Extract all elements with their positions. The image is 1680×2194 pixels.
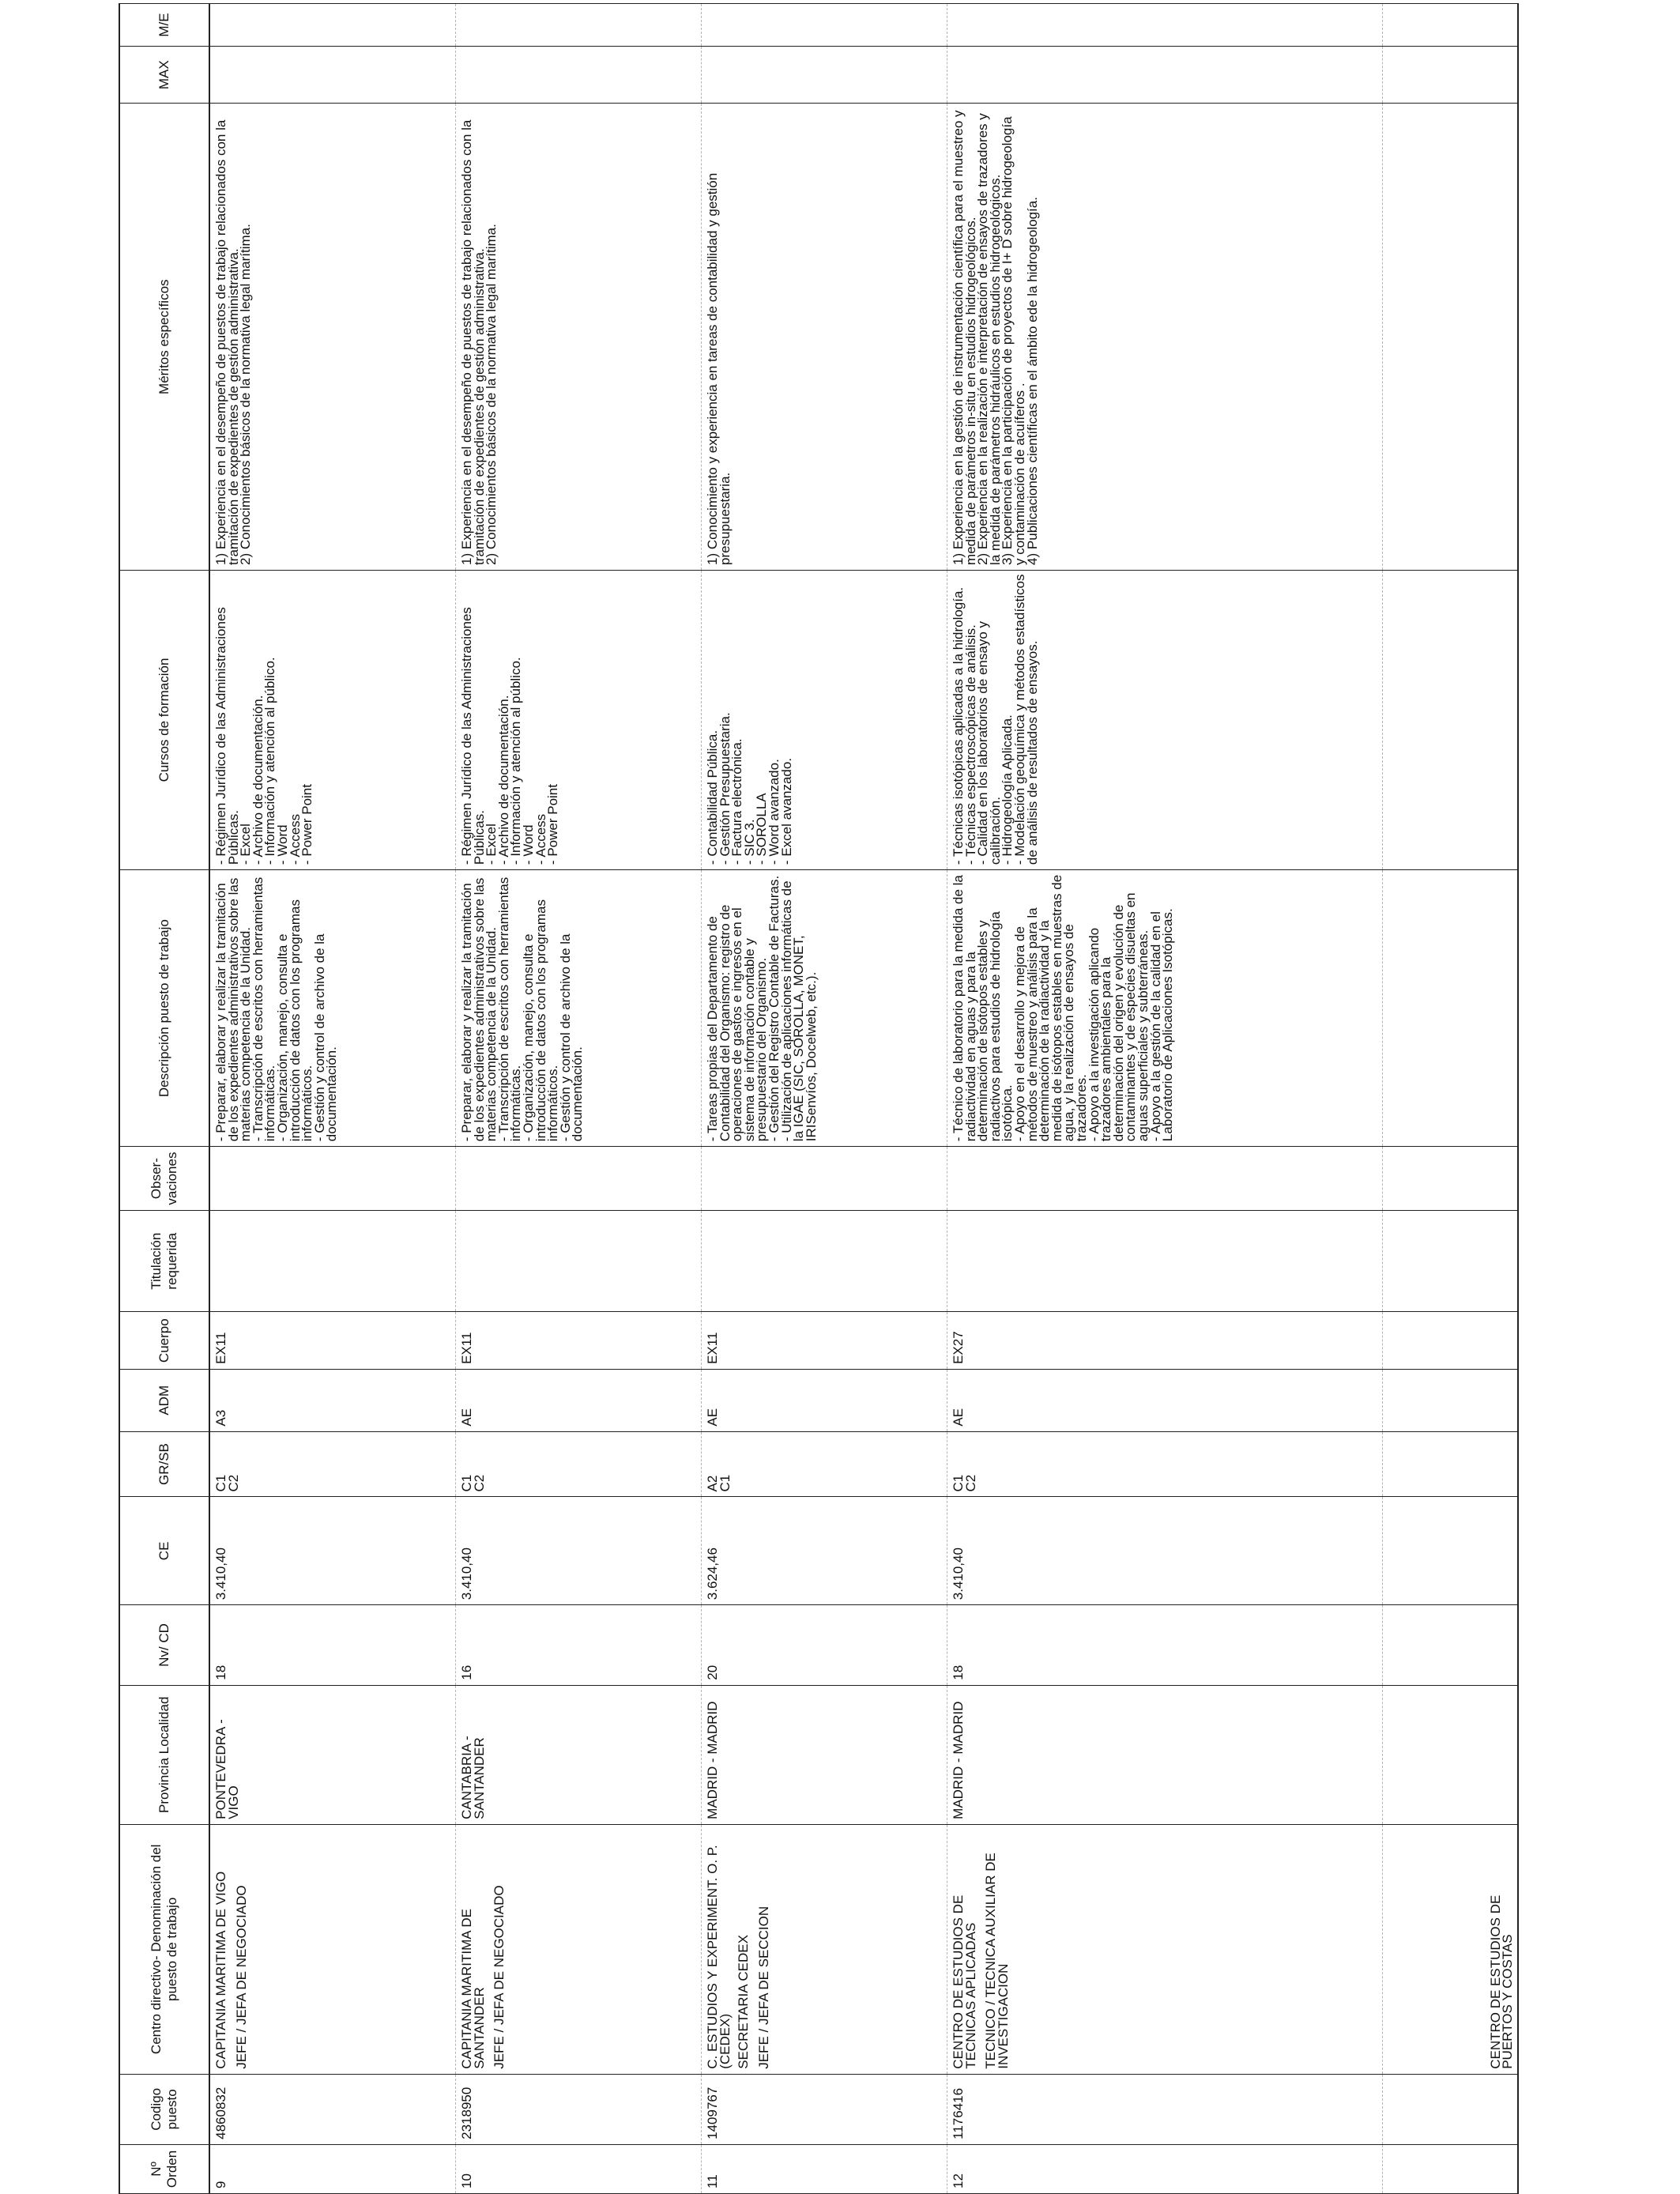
cell-me xyxy=(209,4,456,47)
header-nv: Nv/ CD xyxy=(119,1605,209,1686)
cell-grsb: C1 C2 xyxy=(209,1431,456,1497)
header-observaciones: Obser- vaciones xyxy=(119,1147,209,1211)
cell-nv: 16 xyxy=(456,1605,702,1686)
header-titulacion: Titulación requerida xyxy=(119,1210,209,1311)
table-row xyxy=(947,4,1383,2194)
footer-cell-descripcion xyxy=(1383,870,1519,1147)
cell-codigo: 1176416 xyxy=(947,2074,1383,2144)
cell-adm: AE xyxy=(947,1369,1383,1431)
cell-codigo: 2318950 xyxy=(456,2074,702,2144)
denominacion-puesto: JEFE / JEFA DE SECCION xyxy=(755,1906,771,2069)
cell-cuerpo: EX27 xyxy=(947,1312,1383,1370)
cell-cuerpo: EX11 xyxy=(209,1312,456,1370)
denominacion-puesto: TECNICO / TECNICA AUXILIAR DE INVESTIGACION xyxy=(983,1853,1011,2069)
cell-meritos: 1) Experiencia en el desempeño de puestos de trabajo relacionados con la tramitación de expedientes de gestión administrativa. 2) Conocimientos básicos de la normativa legal marítima. xyxy=(209,104,456,570)
footer-cell-centro: CENTRO DE ESTUDIOS DE PUERTOS Y COSTAS xyxy=(1383,1824,1519,2074)
cell-ce: 3.410,40 xyxy=(947,1497,1383,1605)
cell-adm: A3 xyxy=(209,1369,456,1431)
denominacion-puesto: JEFE / JEFA DE NEGOCIADO xyxy=(233,1885,249,2069)
footer-cell-codigo xyxy=(1383,2074,1519,2144)
cell-provincia: CANTABRIA - SANTANDER xyxy=(456,1685,702,1824)
header-me: M/E xyxy=(119,4,209,47)
cell-meritos: 1) Conocimiento y experiencia en tareas de contabilidad y gestión presupuestaria. xyxy=(702,104,947,570)
cell-meritos: 1) Experiencia en la gestión de instrumentación científica para el muestreo y medida de parámetros in-situ en estudios hidrogeológicos. 2) Experiencia en la realización e interpretación de ensayos de trazadores y la medida de parámetros hidráulicos en estudios hidrogeológicos. 3) Experiencia en la participación de proyectos de I+ D sobre hidrogeología y contaminación de acuíferos . 4) Publicaciones científicas en el ámbito ede la hidrogeología. xyxy=(947,104,1383,570)
cell-me xyxy=(702,4,947,47)
header-row xyxy=(119,4,209,2194)
cell-centro xyxy=(209,1824,456,2074)
footer-cell-adm xyxy=(1383,1369,1519,1431)
header-meritos: Méritos específicos xyxy=(119,104,209,570)
cell-observaciones xyxy=(702,1147,947,1211)
table-row xyxy=(456,4,702,2194)
table-row xyxy=(702,4,947,2194)
footer-cell-cuerpo xyxy=(1383,1312,1519,1370)
cell-titulacion xyxy=(456,1210,702,1311)
cell-adm: AE xyxy=(456,1369,702,1431)
cell-orden: 9 xyxy=(209,2144,456,2193)
cell-meritos: 1) Experiencia en el desempeño de puestos de trabajo relacionados con la tramitación de expedientes de gestión administrativa. 2) Conocimientos básicos de la normativa legal marítima. xyxy=(456,104,702,570)
header-adm: ADM xyxy=(119,1369,209,1431)
cell-ce: 3.624,46 xyxy=(702,1497,947,1605)
footer-cell-nv xyxy=(1383,1605,1519,1686)
cell-cuerpo: EX11 xyxy=(702,1312,947,1370)
cell-nv: 18 xyxy=(947,1605,1383,1686)
centro-unidad: SECRETARIA CEDEX xyxy=(736,1935,751,2069)
cell-observaciones xyxy=(456,1147,702,1211)
header-provincia: Provincia Localidad xyxy=(119,1685,209,1824)
header-codigo: Codigo puesto xyxy=(119,2074,209,2144)
footer-cell-max xyxy=(1383,46,1519,104)
footer-cell-observaciones xyxy=(1383,1147,1519,1211)
cell-cursos: - Régimen Jurídico de las Administraciones Públicas. - Excel - Archivo de documentación. - Información y atención al público. - Word - Access - Power Point xyxy=(209,570,456,869)
cell-observaciones xyxy=(947,1147,1383,1211)
cell-descripcion: - Preparar, elaborar y realizar la tramitación de los expedientes administrativos sobre las materias competencia de la Unidad. - Transcripción de escritos con herramientas informáticas. - Organización, manejo, consulta e introducción de datos con los programas informáticos. - Gestión y control de archivo de la documentación. xyxy=(209,870,456,1147)
header-descripcion: Descripción puesto de trabajo xyxy=(119,870,209,1147)
cell-orden: 12 xyxy=(947,2144,1383,2193)
table-row xyxy=(209,4,456,2194)
cell-ce: 3.410,40 xyxy=(456,1497,702,1605)
cell-provincia: PONTEVEDRA - VIGO xyxy=(209,1685,456,1824)
cell-grsb: C1 C2 xyxy=(947,1431,1383,1497)
cell-orden: 11 xyxy=(702,2144,947,2193)
rotated-table-sheet xyxy=(119,3,1604,2194)
cell-cursos: - Régimen Jurídico de las Administraciones Públicas. - Excel - Archivo de documentación. - Información y atención al público. - Word - Access - Power Point xyxy=(456,570,702,869)
denominacion-puesto: JEFE / JEFA DE NEGOCIADO xyxy=(492,1885,507,2069)
cell-provincia: MADRID - MADRID xyxy=(947,1685,1383,1824)
centro-unidad: CAPITANIA MARITIMA DE SANTANDER xyxy=(459,1909,487,2069)
header-grsb: GR/SB xyxy=(119,1431,209,1497)
centro-directivo: C. ESTUDIOS Y EXPERIMENT. O. P.(CEDEX) xyxy=(705,1845,733,2069)
cell-max xyxy=(702,46,947,104)
cell-me xyxy=(947,4,1383,47)
cell-cuerpo: EX11 xyxy=(456,1312,702,1370)
cell-codigo: 1409767 xyxy=(702,2074,947,2144)
cell-cursos: - Contabilidad Pública. - Gestión Presupuestaria. - Factura electrónica. - SIC 3. - SOROLLA - Word avanzado. - Excel avanzado. xyxy=(702,570,947,869)
cell-descripcion: - Preparar, elaborar y realizar la tramitación de los expedientes administrativos sobre las materias competencia de la Unidad. - Transcripción de escritos con herramientas informáticas. - Organización, manejo, consulta e introducción de datos con los programas informáticos. - Gestión y control de archivo de la documentación. xyxy=(456,870,702,1147)
footer-cell-orden xyxy=(1383,2144,1519,2193)
header-centro: Centro directivo- Denominación del puesto de trabajo xyxy=(119,1824,209,2074)
centro-unidad: CAPITANIA MARITIMA DE VIGO xyxy=(213,1871,228,2069)
cell-descripcion: - Técnico de laboratorio para la medida de la radiactividad en aguas y para la determinación de isótopos estables y radiactivos para estudios de hidrología isotópica. - Apoyo en el desarrollo y mejora de métodos de muestreo y análisis para la determinación de la radiactividad y la medida de isótopos estables en muestras de agua, y la realización de ensayos de trazadores. - Apoyo a la investigación aplicando trazadores ambientales para la determinación del origen y evolución de contaminantes y de especies disueltas en aguas superficiales y subterráneas. - Apoyo a la gestión de la calidad en el Laboratorio de Aplicaciones Isotópicas. xyxy=(947,870,1383,1147)
header-max: MAX xyxy=(119,46,209,104)
cell-provincia: MADRID - MADRID xyxy=(702,1685,947,1824)
cell-titulacion xyxy=(947,1210,1383,1311)
cell-orden: 10 xyxy=(456,2144,702,2193)
cell-centro xyxy=(947,1824,1383,2074)
footer-cell-provincia xyxy=(1383,1685,1519,1824)
footer-cell-meritos xyxy=(1383,104,1519,570)
cell-descripcion: - Tareas propias del Departamento de Contabilidad del Organismo: registro de operaciones de gastos e ingresos en el sistema de información contable y presupuestario del Organismo. - Gestión del Registro Contable de Facturas. - Utilización de aplicaciones informáticas de la IGAE (SIC, SOROLLA, MONET, IRISenvíos, Docelweb, etc.). xyxy=(702,870,947,1147)
header-cuerpo: Cuerpo xyxy=(119,1312,209,1370)
cell-me xyxy=(456,4,702,47)
footer-cell-cursos xyxy=(1383,570,1519,869)
header-cursos: Cursos de formación xyxy=(119,570,209,869)
cell-max xyxy=(209,46,456,104)
header-orden: Nº Orden xyxy=(119,2144,209,2193)
cell-centro xyxy=(702,1824,947,2074)
footer-row xyxy=(1383,4,1519,2194)
centro-unidad: CENTRO DE ESTUDIOS DE TECNICAS APLICADAS xyxy=(951,1894,978,2069)
cell-ce: 3.410,40 xyxy=(209,1497,456,1605)
cell-codigo: 4860832 xyxy=(209,2074,456,2144)
cell-max xyxy=(947,46,1383,104)
puestos-table xyxy=(119,3,1519,2194)
cell-max xyxy=(456,46,702,104)
cell-adm: AE xyxy=(702,1369,947,1431)
cell-nv: 20 xyxy=(702,1605,947,1686)
cell-cursos: - Técnicas isotópicas aplicadas a la hidrología. - Técnicas espectroscópicas de análisis. - Calidad en los laboratorios de ensayo y calibración. - Hidrogeología Aplicada. - Modelación geoquímica y métodos estadísticos de análisis de resultados de ensayos. xyxy=(947,570,1383,869)
cell-titulacion xyxy=(209,1210,456,1311)
cell-grsb: C1 C2 xyxy=(456,1431,702,1497)
cell-centro xyxy=(456,1824,702,2074)
header-ce: CE xyxy=(119,1497,209,1605)
footer-cell-titulacion xyxy=(1383,1210,1519,1311)
footer-cell-grsb xyxy=(1383,1431,1519,1497)
footer-cell-me xyxy=(1383,4,1519,47)
cell-grsb: A2 C1 xyxy=(702,1431,947,1497)
cell-nv: 18 xyxy=(209,1605,456,1686)
cell-titulacion xyxy=(702,1210,947,1311)
cell-observaciones xyxy=(209,1147,456,1211)
footer-cell-ce xyxy=(1383,1497,1519,1605)
